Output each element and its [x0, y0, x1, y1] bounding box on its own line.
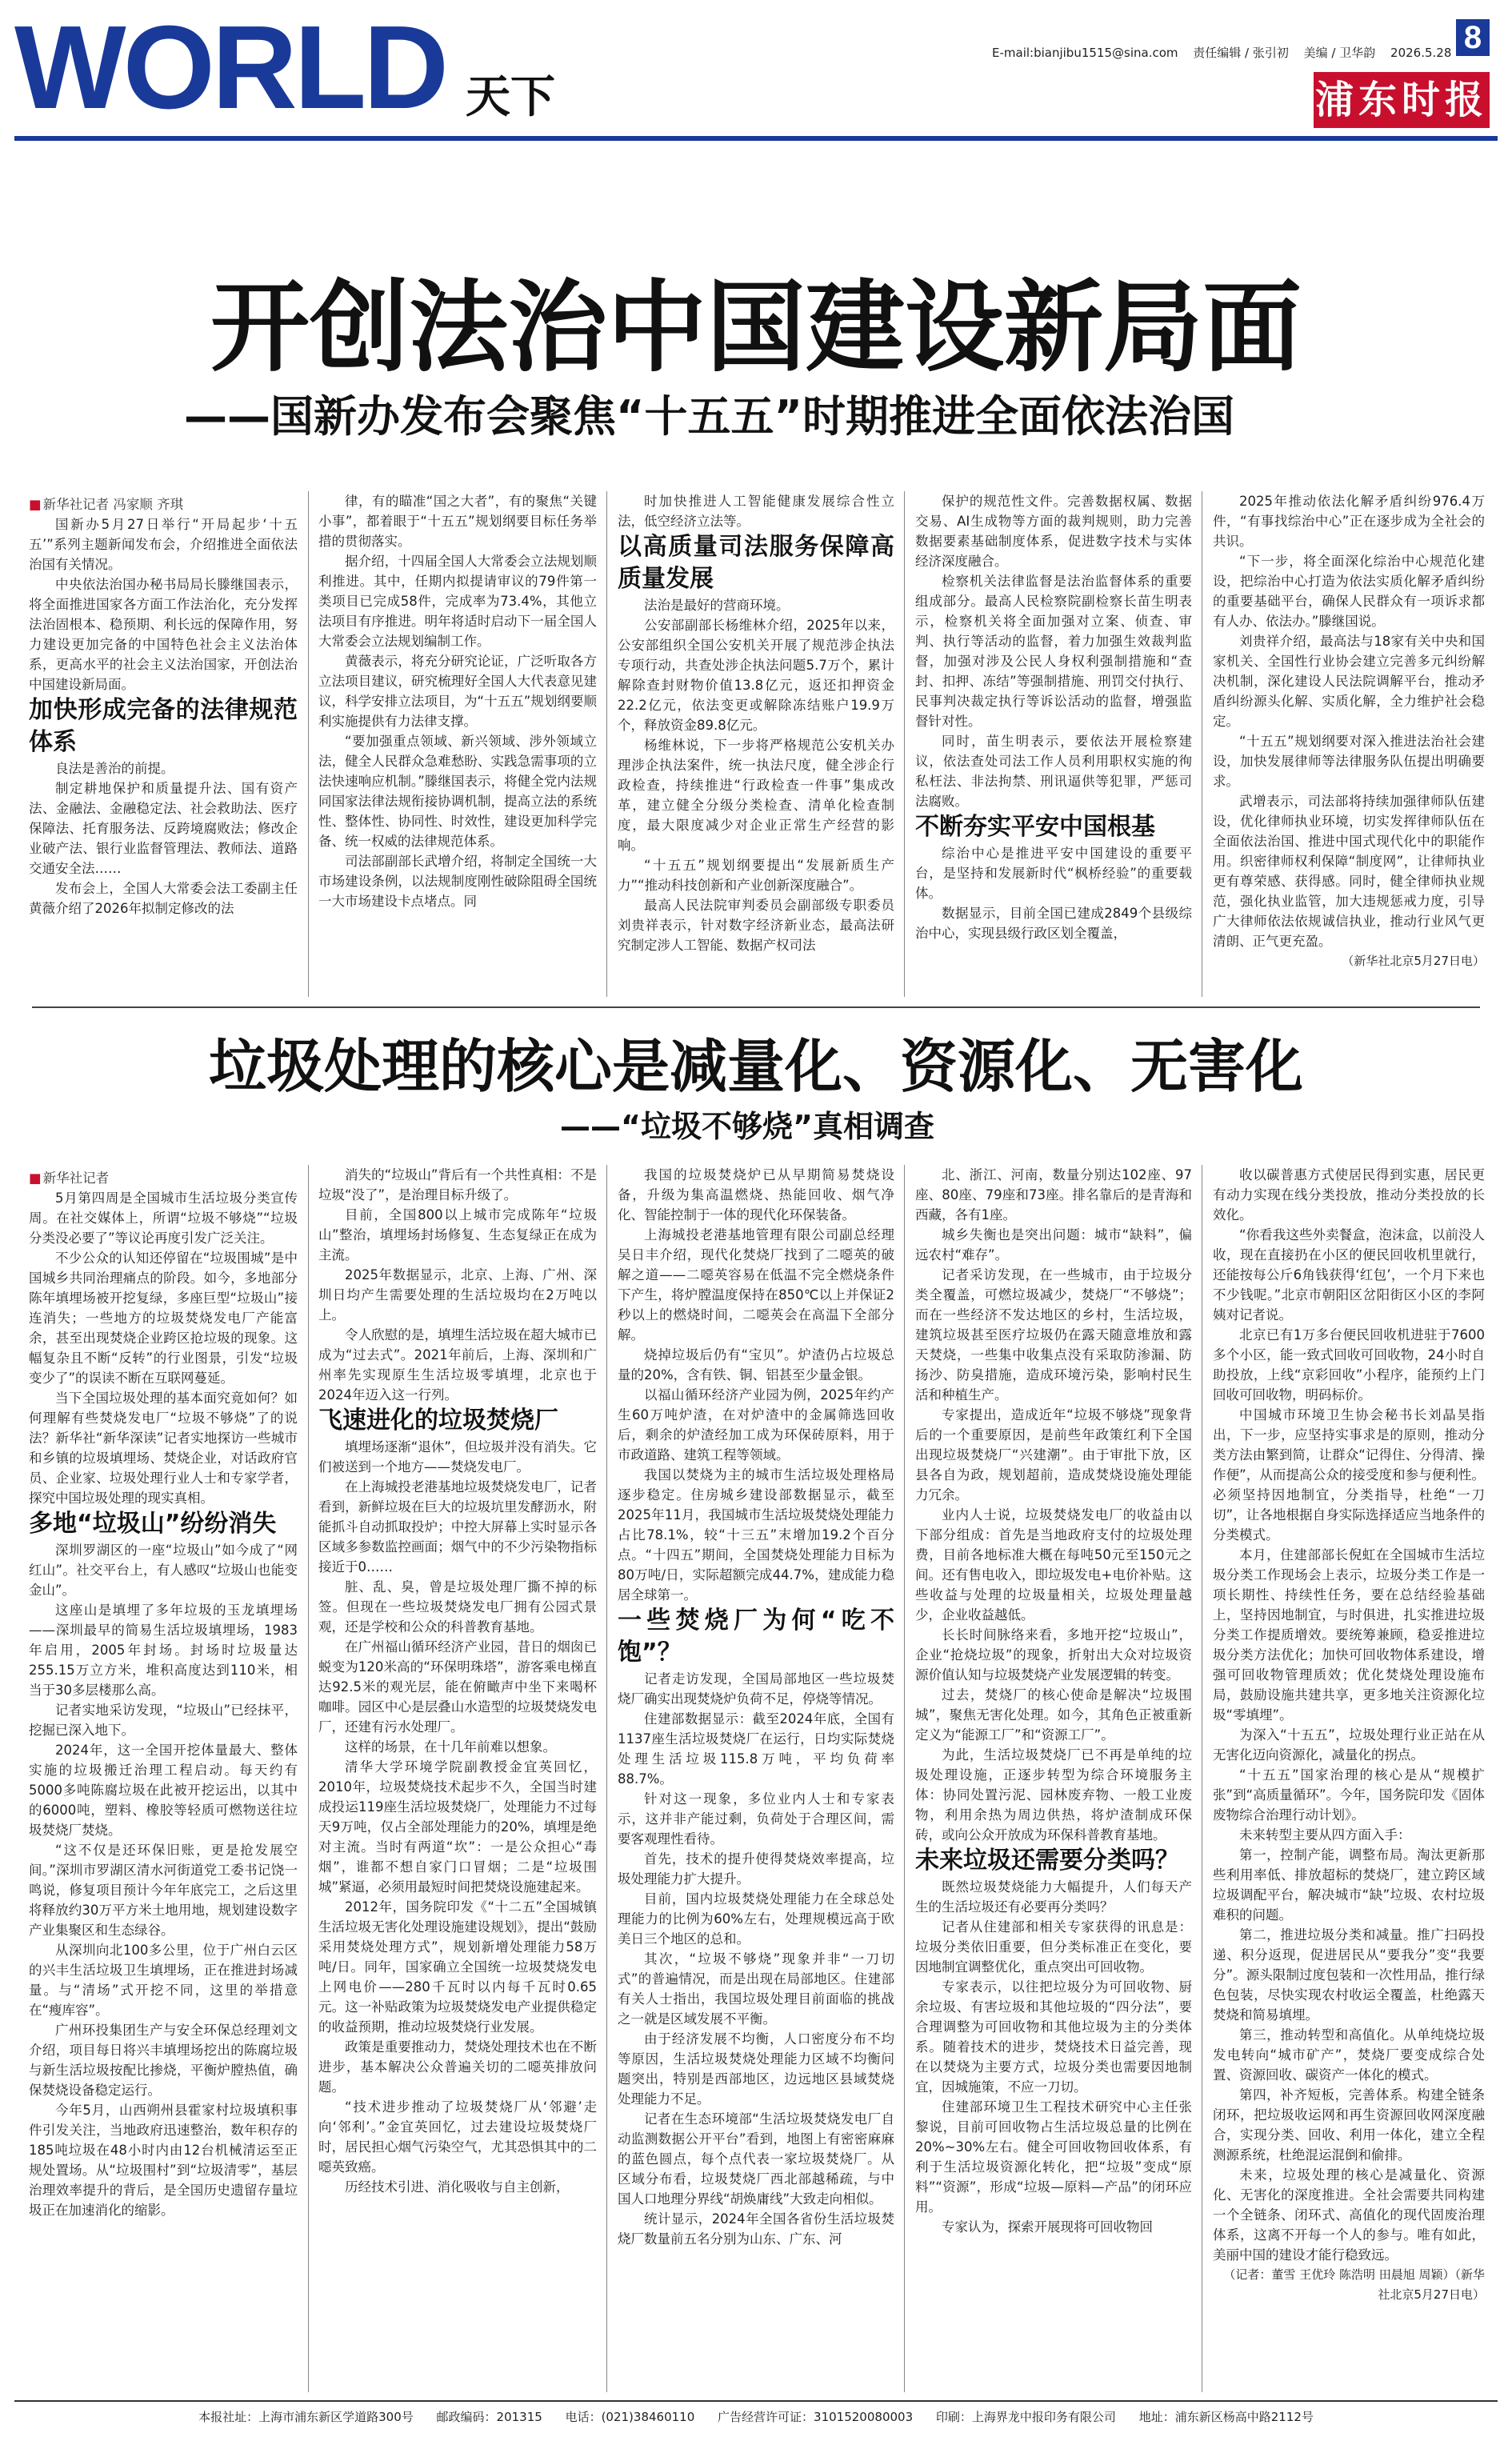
paragraph: 广州环投集团生产与安全环保总经理刘文介绍，项目每日将兴丰填埋场挖出的陈腐垃圾与新生活垃圾按配比掺烧，平衡炉膛热值，确保焚烧设备稳定运行。 — [29, 2023, 298, 2098]
paragraph: “要加强重点领域、新兴领域、涉外领域立法，健全人民群众急难愁盼、实践急需事项的立法快速响应机制。”滕继国表示，将健全党内法规同国家法律法规衔接协调机制，提高立法的系统性、整体性、协同性、时效性，建设更加科学完备、统一权威的法律规范体系。 — [318, 734, 597, 849]
header-info — [992, 45, 1462, 61]
paragraph: “下一步，将全面深化综治中心规范化建设，把综治中心打造为依法实质化解矛盾纠纷的重要基础平台，确保人民群众有一项诉求都有人办、依法办。”滕继国说。 — [1213, 554, 1485, 629]
paragraph: 中国城市环境卫生协会秘书长刘晶昊指出，下一步，应坚持实事求是的原则，推动分类方法由繁到简，让群众“记得住、分得清、操作便”，从而提高公众的接受度和参与便利性。必须坚持因地制宜，分类指导，杜绝“一刀切”，让各地根据自身实际选择适应当地条件的分类模式。 — [1213, 1407, 1485, 1543]
paragraph: 消失的“垃圾山”背后有一个共性真相：不是垃圾“没了”，是治理目标升级了。 — [318, 1167, 597, 1202]
paragraph: 北京已有1万多台便民回收机进驻于7600多个小区，能一致式回收可回收物，24小时自助投放，上线“京彩回收”小程序，能预约上门回收可回收物，明码标价。 — [1213, 1327, 1485, 1403]
header-rule — [14, 136, 1498, 141]
paragraph: 记者走访发现，全国局部地区一些垃圾焚烧厂确实出现焚烧炉负荷不足，停烧等情况。 — [618, 1671, 894, 1707]
paragraph: 2025年推动依法化解矛盾纠纷976.4万件，“有事找综治中心”正在逐步成为全社会的共识。 — [1213, 494, 1485, 549]
article1-subheading-2: 以高质量司法服务保障高质量发展 — [618, 533, 894, 593]
paragraph: 未来转型主要从四方面入手： — [1239, 1827, 1411, 1843]
paragraph: 从深圳向北100多公里，位于广州白云区的兴丰生活垃圾卫生填埋场，正在推进封场减量。与“清场”式开挖不同，这里的举措意在“瘦库容”。 — [29, 1943, 298, 2018]
paragraph: 中央依法治国办秘书局局长滕继国表示，将全面推进国家各方面工作法治化，充分发挥法治固根本、稳预期、利长远的保障作用，努力建设更加完备的中国特色社会主义法治体系，更高水平的社会主义法治国家，开创法治中国建设新局面。 — [29, 577, 298, 692]
article2-column-3 — [618, 1165, 894, 2392]
paragraph: 烧掉垃圾后仍有“宝贝”。炉渣仍占垃圾总量的20%，含有铁、铜、铝甚至少量金银。 — [618, 1347, 894, 1383]
paragraph: “你看我这些外卖餐盒，泡沫盒，以前没人收，现在直接扔在小区的便民回收机里就行，还能按每公斤6角钱获得‘红包’，一个月下来也不少钱呢。”北京市朝阳区岔阳街区小区的李阿姨对记者说。 — [1213, 1227, 1485, 1323]
paragraph: 检察机关法律监督是法治监督体系的重要组成部分。最高人民检察院副检察长苗生明表示，检察机关将全面加强对立案、侦查、审判、执行等活动的监督，着力加强生效裁判监督，加强对涉及公民人身权利强制措施和“查封、扣押、冻结”等强制措施、刑罚交付执行、民事判决裁定执行等诉讼活动的监督，增强监督针对性。 — [915, 574, 1192, 729]
paragraph: 在广州福山循环经济产业园，昔日的烟囱已蜕变为120米高的“环保明珠塔”，游客乘电梯直达92.5米的观光层，能在俯瞰声中坐下来喝杯咖啡。园区中心是层叠山水造型的垃圾焚烧发电厂，还建有污水处理厂。 — [318, 1639, 597, 1735]
paragraph: 综治中心是推进平安中国建设的重要平台，是坚持和发展新时代“枫桥经验”的重要载体。 — [915, 846, 1192, 901]
footer-print-address: 地址：浦东新区杨高中路2112号 — [1138, 2410, 1314, 2424]
paragraph: 2025年数据显示，北京、上海、广州、深圳日均产生需要处理的生活垃圾均在2万吨以上。 — [318, 1267, 597, 1323]
paragraph: 住建部数据显示：截至2024年底，全国有1137座生活垃圾焚烧厂在运行，日均实际焚烧处理生活垃圾115.8万吨，平均负荷率88.7%。 — [618, 1711, 894, 1787]
paragraph: “十五五”规划纲要提出“发展新质生产力”“推动科技创新和产业创新深度融合”。 — [618, 858, 894, 893]
paragraph: 保护的规范性文件。完善数据权属、数据交易、AI生成物等方面的裁判规则，助力完善数据要素基础制度体系，促进数字技术与实体经济深度融合。 — [915, 494, 1192, 569]
paragraph: 令人欣慰的是，填埋生活垃圾在超大城市已成为“过去式”。2021年前后，上海、深圳和广州率先实现原生生活垃圾零填埋，北京也于2024年迈入这一行列。 — [318, 1327, 597, 1403]
article2-title: 垃圾处理的核心是减量化、资源化、无害化 — [208, 1032, 1303, 1100]
paragraph: 专家表示，以往把垃圾分为可回收物、厨余垃圾、有害垃圾和其他垃圾的“四分法”，要合理调整为可回收物和其他垃圾为主的分类体系。随着技术的进步，焚烧技术日益完善，现在以焚烧为主要方式，垃圾分类也需要因地制宜，因城施策，不应一刀切。 — [915, 1979, 1192, 2095]
paragraph: 杨维林说，下一步将严格规范公安机关办理涉企执法案件，统一执法尺度，健全涉企行政检查，持续推进“行政检查一件事”集成改革，建立健全分级分类检查、清单化检查制度，最大限度减少对企业正常生产经营的影响。 — [618, 738, 894, 853]
paragraph: 为深入“十五五”，垃圾处理行业正站在从无害化迈向资源化，减量化的拐点。 — [1213, 1727, 1485, 1763]
editor: 责任编辑 / 张引初 — [1193, 46, 1289, 60]
article2-column-4 — [915, 1165, 1192, 2392]
paragraph: 据介绍，十四届全国人大常委会立法规划顺利推进。其中，任期内拟提请审议的79件第一类项目已完成58件，完成率为73.4%，其他立法项目有序推进。明年将适时启动下一届全国人大常委会立法规划编制工作。 — [318, 554, 597, 649]
footer — [14, 2408, 1498, 2426]
article1-column-4 — [915, 491, 1192, 998]
paragraph: 由于经济发展不均衡，人口密度分布不均等原因，生活垃圾焚烧处理能力区域不均衡问题突出，特别是西部地区，边远地区县域焚烧处理能力不足。 — [618, 2031, 894, 2107]
section-title-en: WORLD — [14, 2, 446, 134]
paragraph: 北、浙江、河南，数量分别达102座、97座、80座、79座和73座。排名靠后的是青海和西藏，各有1座。 — [915, 1167, 1192, 1222]
article1-subheading-1: 加快形成完备的法律规范体系 — [29, 696, 298, 756]
page-number: 8 — [1456, 19, 1490, 56]
paragraph: 武增表示，司法部将持续加强律师队伍建设，优化律师执业环境，切实发挥律师队伍在全面依法治国、推进中国式现代化中的职能作用。织密律师权利保障“制度网”，让律师执业更有尊荣感、获得感。同时，健全律师执业规范，强化执业监管，加大违规惩戒力度，引导广大律师依法依规诚信执业，推动行业风气更清朗、正气更充盈。 — [1213, 794, 1485, 949]
paragraph: 目前，国内垃圾焚烧处理能力在全球总处理能力的比例为60%左右，处理规模远高于欧美日三个地区的总和。 — [618, 1891, 894, 1947]
newspaper-logo: 浦东时报 — [1314, 72, 1490, 128]
article2-dateline: （记者：董雪 王优玲 陈浩明 田晨旭 周颖）（新华社北京5月27日电） — [1223, 2267, 1485, 2302]
article1-column-2 — [318, 491, 597, 998]
article2-subheading-1: 多地“垃圾山”纷纷消失 — [29, 1510, 277, 1538]
article2-subheading-4: 未来垃圾还需要分类吗？ — [915, 1847, 1179, 1875]
footer-rule — [14, 2400, 1498, 2402]
paragraph: 不少公众的认知还停留在“垃圾围城”是中国城乡共同治理痛点的阶段。如今，多地部分陈年填埋场被开挖复绿，多座巨型“垃圾山”接连消失；一些地方的垃圾焚烧发电厂产能富余，甚至出现焚烧企业跨区抢垃圾的现象。这幅复杂且不断“反转”的行业图景，引发“垃圾变少了”的误读不断在互联网蔓延。 — [29, 1251, 298, 1386]
paragraph: 国新办5月27日举行“开局起步‘十五五’”系列主题新闻发布会，介绍推进全面依法治国有关情况。 — [29, 517, 298, 572]
footer-postcode: 邮政编码：201315 — [436, 2410, 542, 2424]
paragraph: 业内人士说，垃圾焚烧发电厂的收益由以下部分组成：首先是当地政府支付的垃圾处理费，目前各地标准大概在每吨50元至150元之间。还有售电收入，即垃圾发电+电价补贴。这些收益与处理的垃圾量相关，垃圾处理量越少，企业收益越低。 — [915, 1507, 1192, 1623]
paragraph: 针对这一现象，多位业内人士和专家表示，这并非产能过剩，负荷处于合理区间，需要客观理性看待。 — [618, 1791, 894, 1847]
paragraph: 本月，住建部部长倪虹在全国城市生活垃圾分类工作现场会上表示，垃圾分类工作是一项长期性、持续性任务，要在总结经验基础上，坚持因地制宜，与时俱进，扎实推进垃圾分类工作提质增效。要统筹兼顾，稳妥推进垃圾分类方法优化；加快可回收物体系建设，增强可回收物管理质效；优化焚烧处理设施布局，鼓励设施共建共享，更多地关注资源化垃圾“零填埋”。 — [1213, 1547, 1485, 1723]
paragraph: 第三，推动转型和高值化。从单纯烧垃圾发电转向“城市矿产”，焚烧厂要变成综合处置、资源回收、碳资产一体化的模式。 — [1213, 2027, 1485, 2083]
article2-column-1 — [29, 1168, 298, 2392]
paragraph: 记者从住建部和相关专家获得的讯息是：垃圾分类依旧重要，但分类标准正在变化，要因地制宜调整优化，重点突出可回收物。 — [915, 1919, 1192, 1975]
paragraph: 记者采访发现，在一些城市，由于垃圾分类全覆盖，可燃垃圾减少，焚烧厂“不够烧”；而在一些经济不发达地区的乡村，生活垃圾，建筑垃圾甚至医疗垃圾仍在露天随意堆放和露天焚烧，一些集中收集点没有采取防渗漏、防扬沙、防臭措施，造成环境污染，影响村民生活和种植生产。 — [915, 1267, 1192, 1403]
paragraph: 这样的场景，在十几年前难以想象。 — [345, 1739, 556, 1755]
footer-address: 本报社址：上海市浦东新区学道路300号 — [198, 2410, 414, 2424]
article2-column-2 — [318, 1165, 597, 2392]
paragraph: 我国以焚烧为主的城市生活垃圾处理格局逐步稳定。住房城乡建设部数据显示，截至2025年11月，我国城市生活垃圾焚烧处理能力占比78.1%，较“十三五”末增加19.2个百分点。“十四五”期间，全国焚烧处理能力目标为80万吨/日，实际超额完成44.7%，建成能力稳居全球第一。 — [618, 1467, 894, 1603]
paragraph: 2012年，国务院印发《“十二五”全国城镇生活垃圾无害化处理设施建设规划》，提出“鼓励采用焚烧处理方式”，规划新增处理能力58万吨/日。同年，国家确立全国统一垃圾焚烧发电上网电价——280千瓦时以内每千瓦时0.65元。这一补贴政策为垃圾焚烧发电产业提供稳定的收益预期，推动垃圾焚烧行业发展。 — [318, 1899, 597, 2035]
paragraph: 上海城投老港基地管理有限公司副总经理吴日丰介绍，现代化焚烧厂找到了二噁英的破解之道——二噁英容易在低温不完全燃烧条件下产生，将炉膛温度保持在850℃以上并保证2秒以上的燃烧时间，二噁英会在高温下全部分解。 — [618, 1227, 894, 1343]
paragraph: 第四，补齐短板，完善体系。构建全链条闭环，把垃圾收运网和再生资源回收网深度融合，实现分类、回收、利用一体化，建立全程测源系统，杜绝混运混倒和偷排。 — [1213, 2087, 1485, 2163]
paragraph: “技术进步推动了垃圾焚烧厂从‘邻避’走向‘邻利’。”金宜英回忆，过去建设垃圾焚烧厂时，居民担心烟气污染空气，尤其恐惧其中的二噁英致癌。 — [318, 2099, 597, 2175]
paragraph: 历经技术引进、消化吸收与自主创新， — [345, 2179, 570, 2195]
designer: 美编 / 卫华韵 — [1303, 46, 1376, 60]
section-title-cn: 天下 — [466, 71, 555, 123]
footer-phone: 电话：(021)38460110 — [565, 2410, 695, 2424]
article2-column-5 — [1213, 1165, 1485, 2392]
email: E-mail:bianjibu1515@sina.com — [992, 46, 1178, 60]
paragraph: 数据显示，目前全国已建成2849个县级综治中心，实现县级行政区划全覆盖， — [915, 906, 1192, 941]
article1-column-5 — [1213, 491, 1485, 998]
paragraph: 住建部环境卫生工程技术研究中心主任张黎说，目前可回收物占生活垃圾总量的比例在20%~30%左右。健全可回收物回收体系，有利于生活垃圾资源化转化，把“垃圾”变成“原料”“资源”，形成“垃圾—原料—产品”的闭环应用。 — [915, 2099, 1192, 2215]
paragraph: “十五五”规划纲要对深入推进法治社会建设，加快发展律师等法律服务队伍提出明确要求。 — [1213, 734, 1485, 789]
paragraph: 今年5月，山西朔州县霍家村垃圾填积事件引发关注，当地政府迅速整治，数年积存的185吨垃圾在48小时内由12台机械清运至正规处置场。从“垃圾围村”到“垃圾清零”，基层治理效率提升的背后，是全国历史遗留存量垃圾正在加速消化的缩影。 — [29, 2103, 298, 2218]
paragraph: 深圳罗湖区的一座“垃圾山”如今成了“网红山”。社交平台上，有人感叹“垃圾山也能变金山”。 — [29, 1543, 298, 1598]
article2-subheading-2: 飞速进化的垃圾焚烧厂 — [318, 1407, 558, 1435]
paragraph: 第二，推进垃圾分类和减量。推广扫码投递、积分返现，促进居民从“要我分”变“我要分”。源头限制过度包装和一次性用品，推行绿色包装，尽快实现农村收运全覆盖，杜绝露天焚烧和简易填埋。 — [1213, 1927, 1485, 2023]
paragraph: 为此，生活垃圾焚烧厂已不再是单纯的垃圾处理设施，正逐步转型为综合环境服务主体：协同处置污泥、园林废弃物、一般工业废物，利用余热为周边供热，将炉渣制成环保砖，或向公众开放成为环保科普教育基地。 — [915, 1747, 1192, 1843]
paragraph: “这不仅是还环保旧账，更是抢发展空间。”深圳市罗湖区清水河街道党工委书记饶一鸣说，修复项目预计今年年底完工，之后这里将释放约30万平方米土地用地，规划建设数字产业集聚区和生态绿谷。 — [29, 1843, 298, 1938]
paragraph: 填埋场逐渐“退休”，但垃圾并没有消失。它们被送到一个地方——焚烧发电厂。 — [318, 1439, 597, 1475]
paragraph: 这座山是填埋了多年垃圾的玉龙填埋场——深圳最早的简易生活垃圾填埋场，1983年启用，2005年封场。封场时垃圾量达255.15万立方米，堆积高度达到110米，相当于30多层楼那么高。 — [29, 1603, 298, 1698]
paragraph: 其次，“垃圾不够烧”现象并非“一刀切式”的普遍情况，而是出现在局部地区。住建部有关人士指出，我国垃圾处理目前面临的挑战之一就是区域发展不平衡。 — [618, 1951, 894, 2027]
paragraph: 第一，控制产能，调整布局。淘汰更新那些利用率低、排放超标的焚烧厂，建立跨区域垃圾调配平台，解决城市“缺”垃圾、农村垃圾难积的问题。 — [1213, 1847, 1485, 1923]
paragraph: 以福山循环经济产业园为例，2025年约产生60万吨炉渣，在对炉渣中的金属筛选回收后，剩余的炉渣经加工成为环保砖原料，用于市政道路、建筑工程等领域。 — [618, 1387, 894, 1463]
paragraph: 发布会上，全国人大常委会法工委副主任黄薇介绍了2026年拟制定修改的法 — [29, 881, 298, 916]
paragraph: 我国的垃圾焚烧炉已从早期简易焚烧设备，升级为集高温燃烧、热能回收、烟气净化、智能控制于一体的现代化环保装备。 — [618, 1167, 894, 1222]
paragraph: 未来，垃圾处理的核心是减量化、资源化、无害化的深度推进。全社会需要共同构建一个全链条、闭环式、高值化的现代固废治理体系，这离不开每一个人的参与。唯有如此，美丽中国的建设才能行稳致远。 — [1213, 2167, 1485, 2263]
paragraph: 黄薇表示，将充分研究论证，广泛听取各方立法项目建议，研究梳理好全国人大代表意见建议，科学安排立法项目，为“十五五”规划纲要顺利实施提供有力法律支撑。 — [318, 654, 597, 729]
paragraph: 统计显示，2024年全国各省份生活垃圾焚烧厂数量前五名分别为山东、广东、河 — [618, 2211, 894, 2247]
paragraph: 专家提出，造成近年“垃圾不够烧”现象背后的一个重要原因，是前些年政策红利下全国出现垃圾焚烧厂“兴建潮”。由于审批下放，区县各自为政，规划超前，造成焚烧设施处理能力冗余。 — [915, 1407, 1192, 1503]
paragraph: 目前，全国800以上城市完成陈年“垃圾山”整治，填埋场封场修复、生态复绿正在成为主流。 — [318, 1207, 597, 1263]
footer-license: 广告经营许可证：3101520080003 — [718, 2410, 914, 2424]
paragraph: 最高人民法院审判委员会副部级专职委员刘贵祥表示，针对数字经济新业态，最高法研究制定涉人工智能、数据产权司法 — [618, 898, 894, 953]
paragraph: 刘贵祥介绍，最高法与18家有关中央和国家机关、全国性行业协会建立完善多元纠纷解决机制，深化建设人民法院调解平台，推动矛盾纠纷源头化解、实质化解，全力维护社会稳定。 — [1213, 634, 1485, 729]
article1-subtitle: ——国新办发布会聚焦“十五五”时期推进全面依法治国 — [184, 391, 1234, 442]
footer-printer: 印刷：上海界龙中报印务有限公司 — [935, 2410, 1116, 2424]
paragraph: 收以碳普惠方式使居民得到实惠，居民更有动力实现在线分类投放，推动分类投放的长效化。 — [1213, 1167, 1485, 1222]
paragraph: 首先，技术的提升使得焚烧效率提高，垃圾处理能力扩大提升。 — [618, 1851, 894, 1887]
paragraph: 记者在生态环境部“生活垃圾焚烧发电厂自动监测数据公开平台”看到，地图上有密密麻麻的蓝色圆点，每个点代表一家垃圾焚烧厂。从区域分布看，垃圾焚烧厂西北部越稀疏，与中国人口地理分界线“胡焕庸线”大致走向相似。 — [618, 2111, 894, 2207]
article1-column-3 — [618, 491, 894, 998]
article1-title: 开创法治中国建设新局面 — [210, 270, 1302, 386]
paragraph: 公安部副部长杨维林介绍，2025年以来，公安部组织全国公安机关开展了规范涉企执法专项行动，共查处涉企执法问题5.7万个，累计解除查封财物价值13.8亿元，返还扣押资金22.2亿元，依法变更或解除冻结账户19.9万个，释放资金89.8亿元。 — [618, 618, 894, 733]
paragraph: 律，有的瞄准“国之大者”，有的聚焦“关键小事”，都着眼于“十五五”规划纲要目标任务举措的贯彻落实。 — [318, 494, 597, 549]
paragraph: 法治是最好的营商环境。 — [644, 598, 790, 613]
article2-subheading-3: 一些焚烧厂为何“吃不饱”？ — [618, 1607, 894, 1667]
article1-subheading-3: 不断夯实平安中国根基 — [915, 813, 1155, 841]
paragraph: 记者实地采访发现，“垃圾山”已经抹平，挖掘已深入地下。 — [29, 1703, 298, 1738]
paragraph: “十五五”国家治理的核心是从“规模扩张”到“高质量循环”。今年，国务院印发《固体废物综合治理行动计划》。 — [1213, 1767, 1485, 1823]
paragraph: 司法部副部长武增介绍，将制定全国统一大市场建设条例，以法规制度刚性破除阻碍全国统一大市场建设卡点堵点。同 — [318, 854, 597, 909]
article1-byline: ■ 新华社记者 冯家顺 齐琪 — [29, 494, 298, 514]
paragraph: 2024年，这一全国开挖体量最大、整体实施的垃圾搬迁治理工程启动。每天约有5000多吨陈腐垃圾在此被开挖运出，以其中的6000吨，塑料、橡胶等轻质可燃物送往垃圾焚烧厂焚烧。 — [29, 1743, 298, 1838]
date: 2026.5.28 — [1390, 46, 1452, 60]
paragraph: 制定耕地保护和质量提升法、国有资产法、金融法、金融稳定法、社会救助法、医疗保障法、托育服务法、反跨境腐败法；修改企业破产法、银行业监督管理法、教师法、道路交通安全法…… — [29, 781, 298, 876]
paragraph: 过去，焚烧厂的核心使命是解决“垃圾围城”，聚焦无害化处理。如今，其角色正被重新定义为“能源工厂”和“资源工厂”。 — [915, 1687, 1192, 1743]
paragraph: 清华大学环境学院副教授金宜英回忆，2010年，垃圾焚烧技术起步不久，全国当时建成投运119座生活垃圾焚烧厂，处理能力不过每天9万吨，仅占全部处理能力的20%，填埋是绝对主流。当时有两道“坎”：一是公众担心“毒烟”，谁都不想自家门口冒烟；二是“垃圾围城”紧逼，必须用最短时间把焚烧设施建起来。 — [318, 1759, 597, 1895]
article1-column-1 — [29, 494, 298, 998]
paragraph: 脏、乱、臭，曾是垃圾处理厂撕不掉的标签。但现在一些垃圾焚烧发电厂拥有公园式景观，还是学校和公众的科普教育基地。 — [318, 1579, 597, 1635]
paragraph: 同时，苗生明表示，要依法开展检察建议，依法查处司法工作人员利用职权实施的徇私枉法、非法拘禁、刑讯逼供等犯罪，严惩司法腐败。 — [915, 734, 1192, 809]
paragraph: 良法是善治的前提。 — [55, 761, 174, 776]
paragraph: 城乡失衡也是突出问题：城市“缺料”，偏远农村“难存”。 — [915, 1227, 1192, 1263]
paragraph: 5月第四周是全国城市生活垃圾分类宣传周。在社交媒体上，所谓“垃圾不够烧”“垃圾分类没必要了”等议论再度引发广泛关注。 — [29, 1190, 298, 1246]
paragraph: 时加快推进人工智能健康发展综合性立法，低空经济立法等。 — [618, 494, 894, 529]
paragraph: 专家认为，探索开展现将可回收物回 — [942, 2219, 1153, 2235]
article2-byline: ■ 新华社记者 — [29, 1168, 298, 1188]
article2-subtitle: ——“垃圾不够烧”真相调查 — [560, 1109, 934, 1144]
paragraph: 政策是重要推动力，焚烧处理技术也在不断进步，基本解决公众普遍关切的二噁英排放问题。 — [318, 2039, 597, 2095]
paragraph: 在上海城投老港基地垃圾焚烧发电厂，记者看到，新鲜垃圾在巨大的垃圾坑里发酵沥水，附能抓斗自动抓取投炉；中控大屏幕上实时显示各区域多参数监控画面；烟气中的不少污染物指标接近于0…… — [318, 1479, 597, 1575]
paragraph: 当下全国垃圾处理的基本面究竟如何？如何理解有些焚烧发电厂“垃圾不够烧”了的说法？新华社“新华深读”记者实地探访一些城市和乡镇的垃圾填埋场、焚烧企业，对话政府官员、企业家、垃圾处理行业人士和专家学者，探究中国垃圾处理的现实真相。 — [29, 1391, 298, 1506]
paragraph: 长长时间脉络来看，多地开挖“垃圾山”，企业“抢烧垃圾”的现象，折射出大众对垃圾资源价值认知与垃圾焚烧产业发展逻辑的转变。 — [915, 1627, 1192, 1683]
article-divider — [32, 1006, 1480, 1008]
paragraph: 既然垃圾焚烧能力大幅提升，人们每天产生的生活垃圾还有必要再分类吗？ — [915, 1879, 1192, 1915]
article1-dateline: （新华社北京5月27日电） — [1342, 954, 1485, 968]
